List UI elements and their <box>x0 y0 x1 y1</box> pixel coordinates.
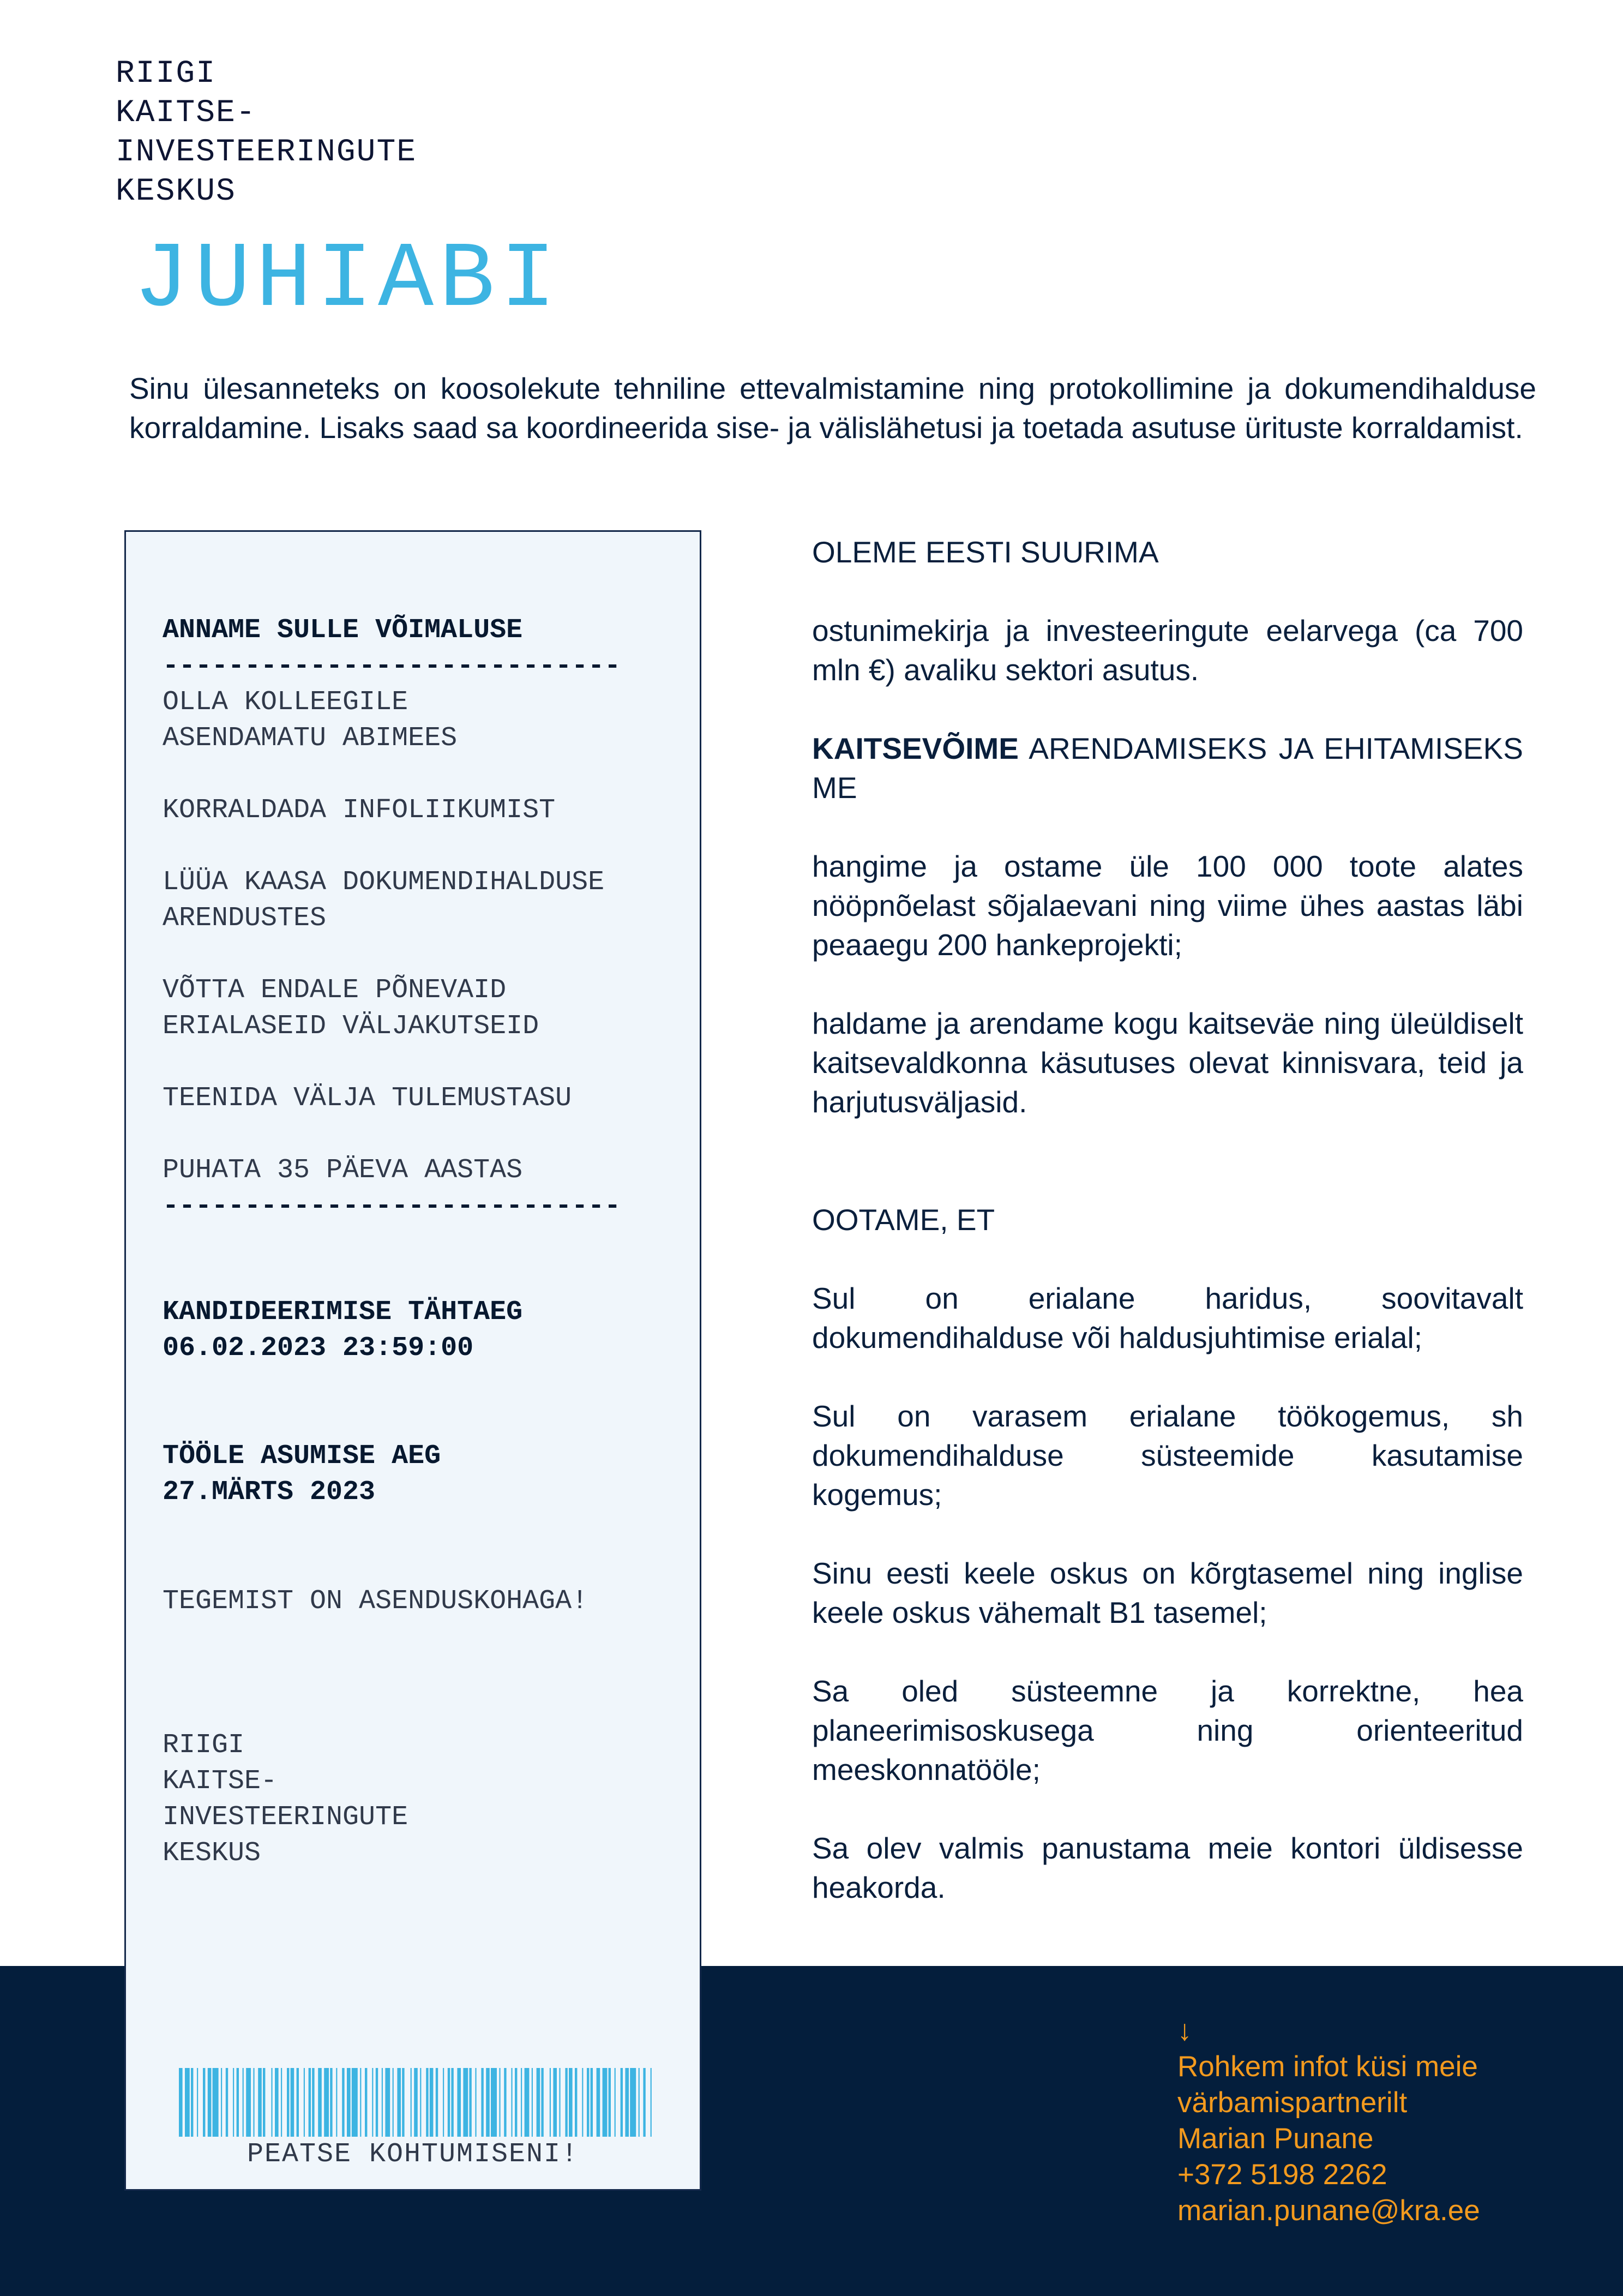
barcode-bar <box>385 2068 390 2137</box>
barcode-bar <box>504 2068 506 2137</box>
barcode-bar <box>436 2068 438 2137</box>
expect-item: Sinu eesti keele oskus on kõrgtasemel ning inglise keele oskus vähemalt B1 tasemel; <box>812 1556 1523 1629</box>
divider: ---------------------------- <box>163 651 621 682</box>
about-paragraph: haldame ja arendame kogu kaitseväe ning üleüldiselt kaitsevaldkonna käsutuses olevat kinnisvara, teid ja harjutusväljasid. <box>812 1006 1523 1119</box>
barcode-bar <box>185 2068 190 2137</box>
barcode-bar <box>352 2068 358 2137</box>
expect-item: Sul on erialane haridus, soovitavalt dokumendihalduse või haldusjuhtimise erialal; <box>812 1281 1523 1354</box>
barcode-bar <box>597 2068 600 2137</box>
barcode-bar <box>336 2068 337 2137</box>
farewell-text: PEATSE KOHTUMISENI! <box>247 2139 579 2170</box>
barcode-bar <box>443 2068 444 2137</box>
barcode-bar <box>324 2068 329 2137</box>
barcode-bar <box>376 2068 378 2137</box>
org-line: INVESTEERINGUTE <box>163 1802 408 1833</box>
barcode-bar <box>203 2068 205 2137</box>
page-title: JUHIABI <box>134 228 562 333</box>
deadline-value: 06.02.2023 23:59:00 <box>163 1333 474 1364</box>
offer-item: ARENDUSTES <box>163 903 327 934</box>
expect-item: Sa oled süsteemne ja korrektne, hea planeerimisoskusega ning orienteeritud meeskonnatööle; <box>812 1674 1523 1787</box>
contact-phone[interactable]: +372 5198 2262 <box>1177 2159 1387 2191</box>
barcode-bar <box>475 2068 476 2137</box>
divider: ---------------------------- <box>163 1191 621 1222</box>
about-paragraph: hangime ja ostame üle 100 000 toote alates nööpnõelast sõjalaevani ning viime ühes aastas läbi peaaegu 200 hankeprojekti; <box>812 849 1523 962</box>
offer-item: TEENIDA VÄLJA TULEMUSTASU <box>163 1083 572 1114</box>
barcode-bar <box>281 2068 282 2137</box>
kaitsevoime-bold: KAITSEVÕIME <box>812 732 1019 765</box>
right-column <box>812 532 1523 1907</box>
barcode-bar <box>347 2068 351 2137</box>
barcode-bar <box>191 2068 193 2137</box>
barcode-bar <box>253 2068 254 2137</box>
barcode-bar <box>486 2068 490 2137</box>
barcode-bar <box>411 2068 412 2137</box>
barcode-bar <box>213 2068 219 2137</box>
barcode-bar <box>511 2068 512 2137</box>
expect-item: Sul on varasem erialane töökogemus, sh dokumendihalduse süsteemide kasutamise kogemus; <box>812 1399 1523 1512</box>
barcode-bar <box>318 2068 322 2137</box>
barcode-bar <box>197 2068 198 2137</box>
offer-item: ASENDAMATU ABIMEES <box>163 723 458 754</box>
barcode-bar <box>312 2068 314 2137</box>
start-value: 27.MÄRTS 2023 <box>163 1477 376 1508</box>
barcode-bar <box>451 2068 453 2137</box>
barcode-bar <box>304 2068 305 2137</box>
logo-line: RIIGI <box>116 56 217 92</box>
contact-line: Rohkem infot küsi meie <box>1177 2051 1478 2083</box>
barcode-bar <box>559 2068 560 2137</box>
receipt-card <box>124 530 701 2191</box>
barcode-bar <box>414 2068 418 2137</box>
barcode-bar <box>565 2068 567 2137</box>
org-line: KAITSE- <box>163 1766 278 1797</box>
offer-item: KORRALDADA INFOLIIKUMIST <box>163 795 556 826</box>
barcode-bar <box>365 2068 367 2137</box>
barcode-bar <box>271 2068 272 2137</box>
barcode-bar <box>463 2068 468 2137</box>
offer-item: PUHATA 35 PÄEVA AASTAS <box>163 1155 523 1186</box>
barcode-bar <box>263 2068 265 2137</box>
barcode-bar <box>243 2068 244 2137</box>
barcode-bar <box>179 2068 183 2137</box>
barcode-bar <box>287 2068 289 2137</box>
barcode-bar <box>515 2068 517 2137</box>
logo-line: INVESTEERINGUTE <box>116 135 417 170</box>
barcode-bar <box>457 2068 461 2137</box>
intro-paragraph: Sinu ülesanneteks on koosolekute tehniline ettevalmistamine ning protokollimine ja dokumendihalduse korraldamine. Lisaks saad sa koordineerida sise- ja välislähetusi ja toetada asutuse ürituste korraldamist. <box>129 371 1536 445</box>
offer-item: ERIALASEID VÄLJAKUTSEID <box>163 1011 539 1042</box>
barcode-bar <box>297 2068 299 2137</box>
barcode-bar <box>237 2068 239 2137</box>
about-heading: OLEME EESTI SUURIMA <box>812 535 1159 569</box>
barcode-bar <box>550 2068 551 2137</box>
offer-item: LÜÜA KAASA DOKUMENDIHALDUSE <box>163 867 605 898</box>
logo <box>116 55 417 212</box>
barcode-bar <box>643 2068 645 2137</box>
offer-heading: ANNAME SULLE VÕIMALUSE <box>163 615 523 646</box>
barcode-bar <box>402 2068 404 2137</box>
contact-name: Marian Punane <box>1177 2123 1374 2155</box>
about-paragraph: ostunimekirja ja investeeringute eelarvega (ca 700 mln €) avaliku sektori asutus. <box>812 614 1523 687</box>
expect-heading: OOTAME, ET <box>812 1203 995 1237</box>
barcode-bar <box>372 2068 373 2137</box>
barcode-bar <box>525 2068 530 2137</box>
barcode-bar <box>275 2068 279 2137</box>
about-paragraph-kaitsevoime <box>812 729 1523 807</box>
barcode-bar <box>537 2068 540 2137</box>
barcode-bar <box>575 2068 577 2137</box>
barcode-bar <box>360 2068 361 2137</box>
barcode-bar <box>630 2068 636 2137</box>
barcode-bar <box>309 2068 311 2137</box>
barcode-bar <box>541 2068 543 2137</box>
barcode-bar <box>625 2068 629 2137</box>
barcode-bar <box>491 2068 497 2137</box>
logo-line: KESKUS <box>116 174 236 209</box>
barcode-bar <box>615 2068 616 2137</box>
barcode-bar <box>591 2068 593 2137</box>
barcode-bar <box>226 2068 228 2137</box>
deadline-label: KANDIDEERIMISE TÄHTAEG <box>163 1297 523 1328</box>
barcode-bar <box>499 2068 500 2137</box>
barcode-bar <box>587 2068 589 2137</box>
barcode-bar <box>430 2068 434 2137</box>
about-paragraph-rest: ARENDAMISEKS JA EHITAMISEKS ME <box>812 732 1523 805</box>
barcode-bar <box>246 2068 251 2137</box>
barcode-bar <box>532 2068 533 2137</box>
expect-item: Sa olev valmis panustama meie kontori üldisesse heakorda. <box>812 1831 1523 1904</box>
barcode-bar <box>342 2068 344 2137</box>
barcode-bar <box>481 2068 483 2137</box>
barcode-bar <box>233 2068 234 2137</box>
barcode-bar <box>291 2068 294 2137</box>
replacement-note: TEGEMIST ON ASENDUSKOHAGA! <box>163 1586 588 1617</box>
offer-item: OLLA KOLLEEGILE <box>163 687 408 718</box>
barcode-bar <box>420 2068 421 2137</box>
contact-block <box>1177 2013 1480 2229</box>
barcode-bar <box>639 2068 640 2137</box>
offer-item: VÕTTA ENDALE PÕNEVAID <box>163 975 507 1006</box>
barcode-bar <box>258 2068 262 2137</box>
barcode-bar <box>330 2068 332 2137</box>
barcode-bar <box>621 2068 623 2137</box>
barcode-bar <box>609 2068 611 2137</box>
barcode-bar <box>393 2068 394 2137</box>
barcode-bar <box>603 2068 608 2137</box>
barcode-bar <box>521 2068 522 2137</box>
barcode-bar <box>469 2068 471 2137</box>
arrow-down-icon: ↓ <box>1177 2015 1192 2047</box>
barcode-bar <box>569 2068 573 2137</box>
barcode-bar <box>582 2068 583 2137</box>
barcode-bar <box>651 2068 652 2137</box>
barcode-bar <box>221 2068 222 2137</box>
barcode <box>179 2068 652 2137</box>
barcode-bar <box>382 2068 383 2137</box>
org-line: RIIGI <box>163 1730 245 1761</box>
contact-email[interactable]: marian.punane@kra.ee <box>1177 2195 1480 2227</box>
barcode-bar <box>208 2068 212 2137</box>
barcode-bar <box>448 2068 450 2137</box>
barcode-bar <box>397 2068 401 2137</box>
start-label: TÖÖLE ASUMISE AEG <box>163 1441 441 1472</box>
org-line: KESKUS <box>163 1838 261 1869</box>
barcode-bar <box>553 2068 557 2137</box>
contact-line: värbamispartnerilt <box>1177 2087 1408 2119</box>
logo-line: KAITSE- <box>116 95 256 131</box>
barcode-bar <box>426 2068 428 2137</box>
